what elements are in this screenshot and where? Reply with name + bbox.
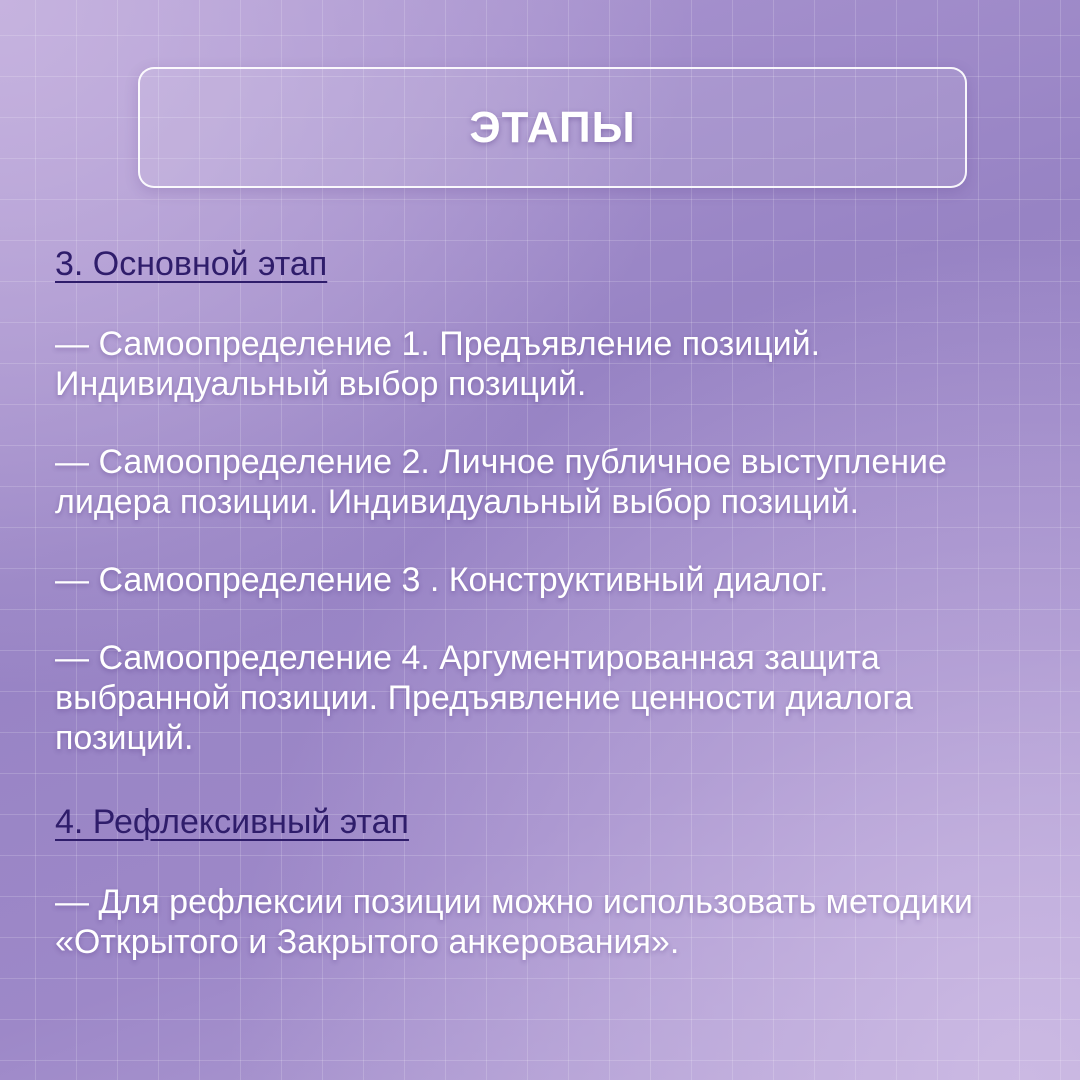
content-area	[55, 238, 1045, 962]
page-title: ЭТАПЫ	[469, 102, 636, 152]
list-item: — Самоопределение 3 . Конструктивный диалог.	[55, 561, 829, 599]
section-heading-main-stage: 3. Основной этап	[55, 245, 328, 283]
list-item: — Самоопределение 2. Личное публичное выступление лидера позиции. Индивидуальный выбор позиций.	[55, 443, 947, 521]
list-item: — Самоопределение 1. Предъявление позиций. Индивидуальный выбор позиций.	[55, 325, 821, 403]
list-item: — Самоопределение 4. Аргументированная защита выбранной позиции. Предъявление ценности диалога позиций.	[55, 639, 913, 757]
title-banner	[138, 67, 967, 188]
list-item: — Для рефлексии позиции можно использовать методики «Открытого и Закрытого анкерования».	[55, 883, 973, 961]
section-heading-reflexive-stage: 4. Рефлексивный этап	[55, 803, 409, 841]
